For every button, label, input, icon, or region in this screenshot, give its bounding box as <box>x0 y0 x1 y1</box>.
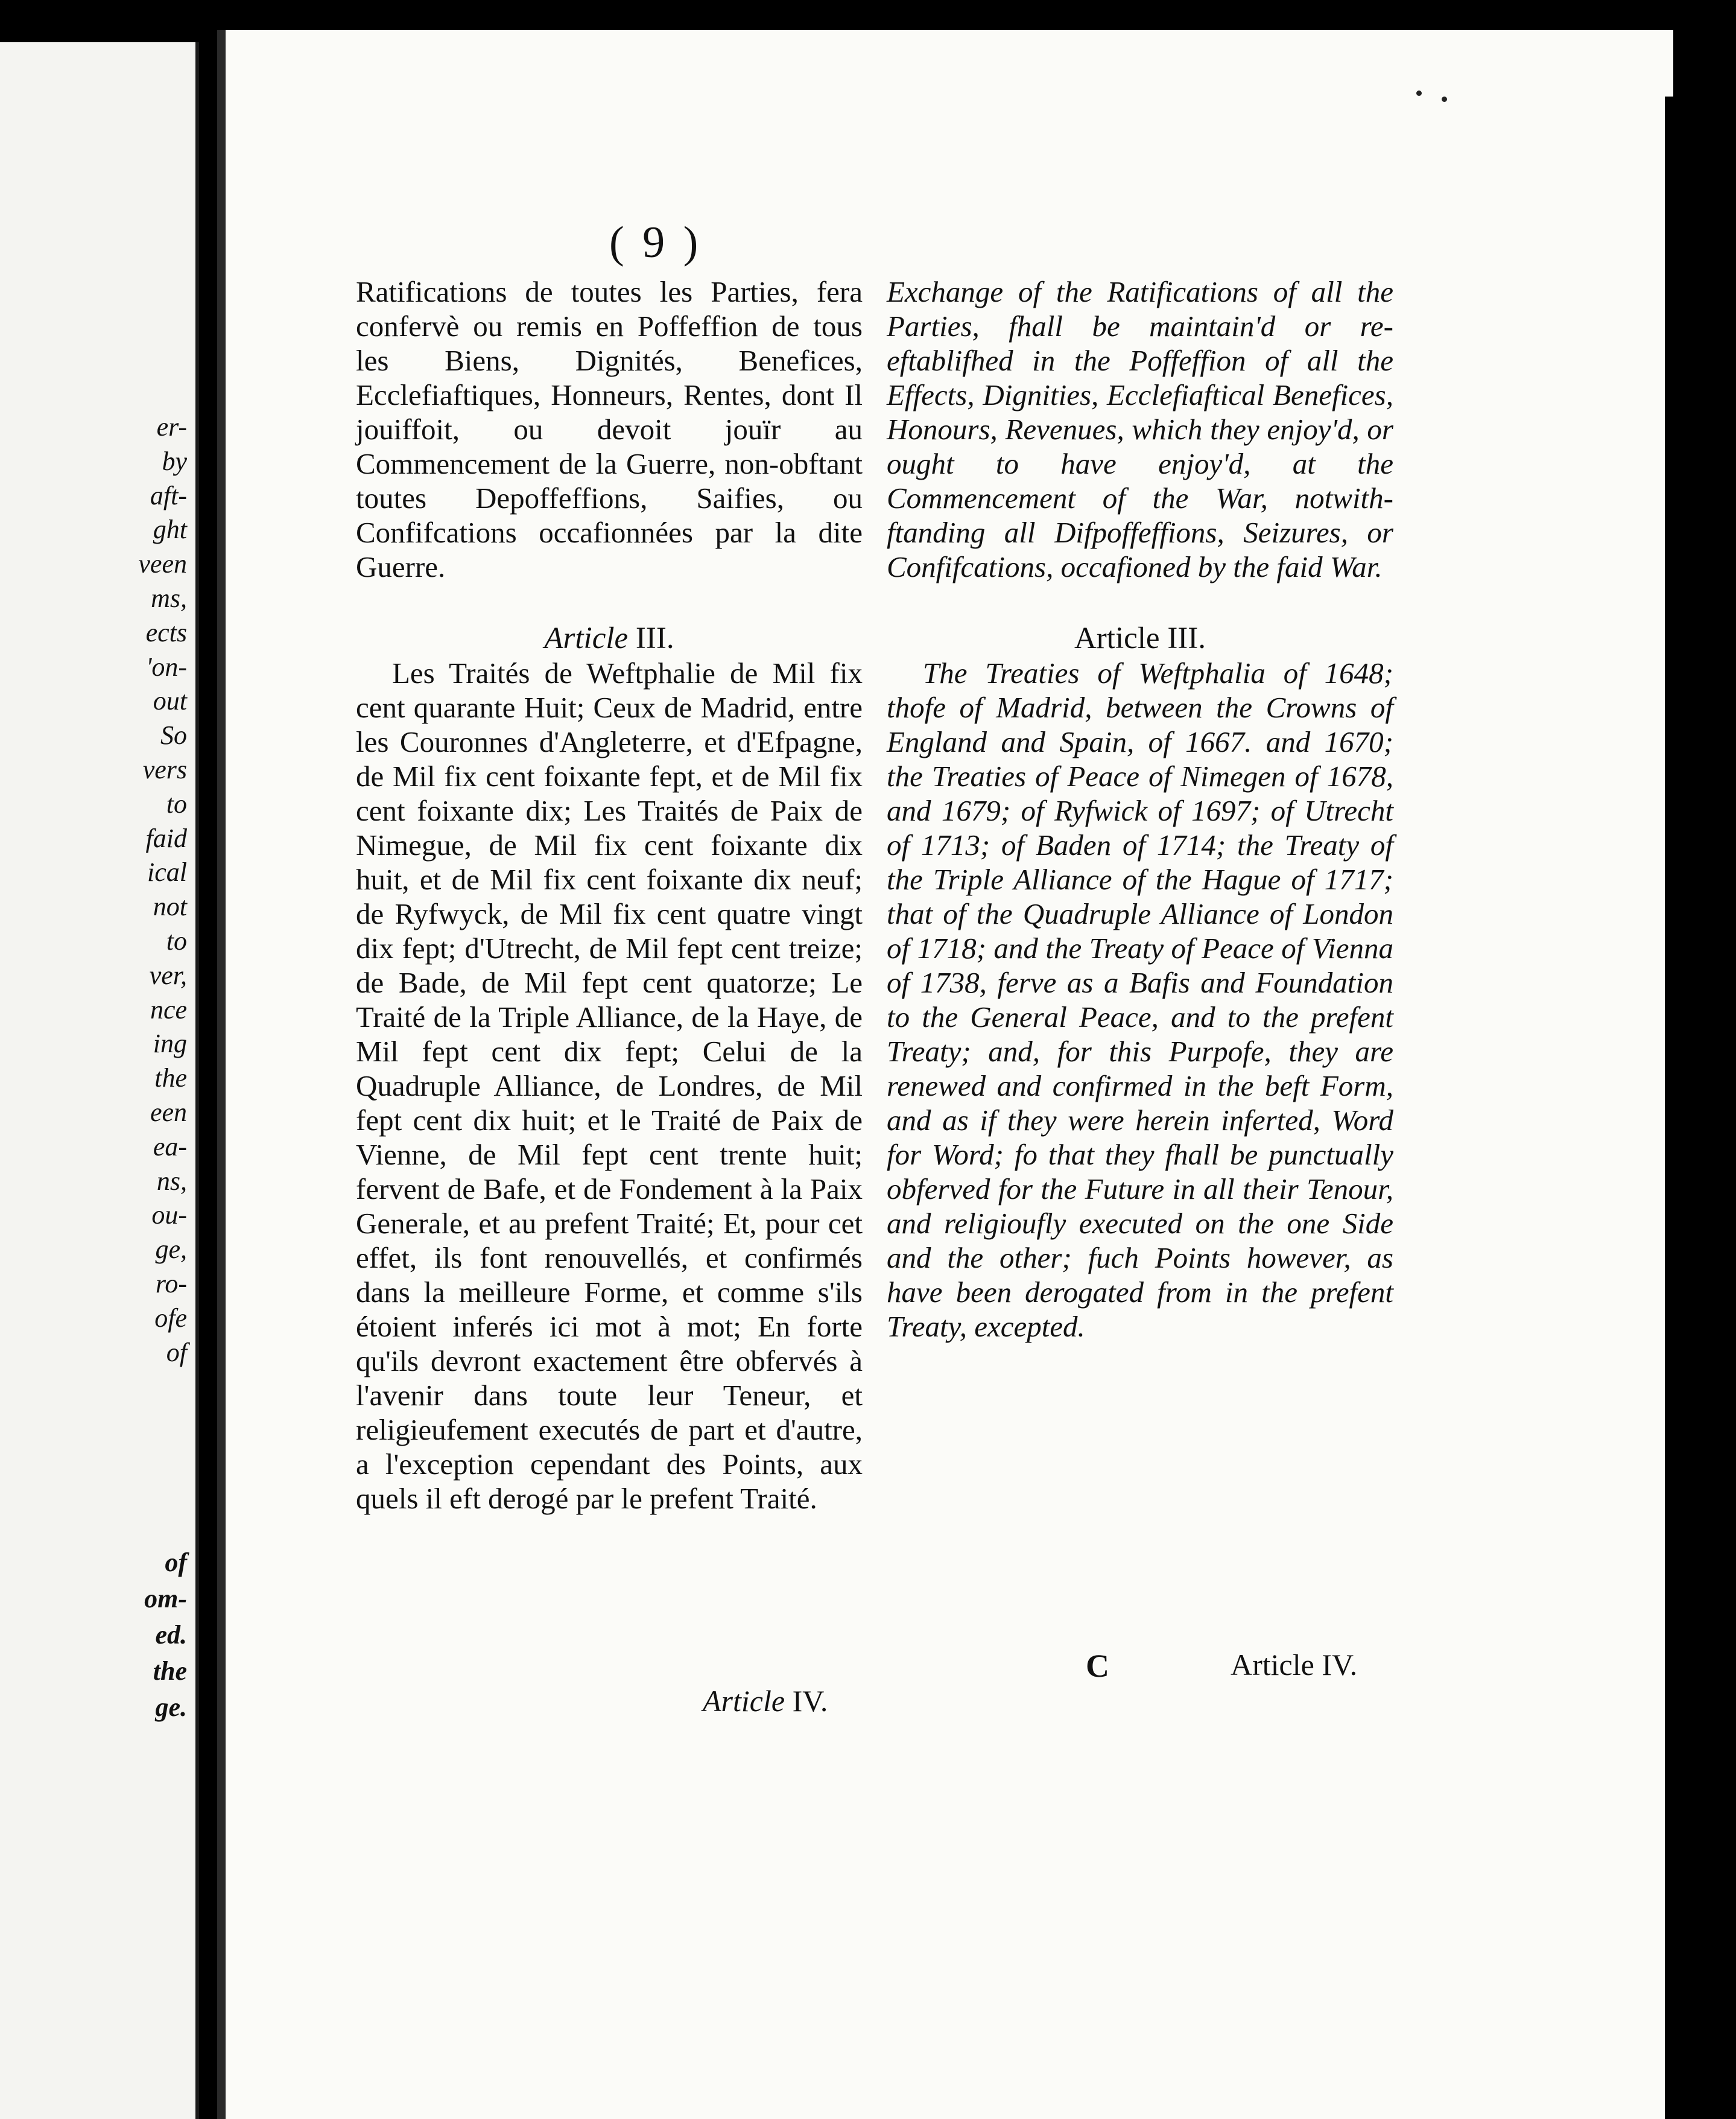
left-page-fragment: ns, <box>156 1166 187 1196</box>
left-page-fragment: nce <box>150 994 187 1025</box>
english-article-paragraph: The Treaties of Weftphalia of 1648; thofe of Madrid, between the Crowns of England and Spain, of 1667. and 1670; the Treaties of Peace of Nimegen of 1678, and 1679; of Ryfwick of 1697; of Utrecht of 1713; of Baden of 1714; the Treaty of the Triple Alliance of the Hague of 1717; that of the Quadruple Alliance of London of 1718; and the Treaty of Peace of Vienna of 1738, ferve as a Bafis and Foundation to the General Peace, and to the prefent Treaty; and, for this Purpofe, they are renewed and confirmed in the beft Form, and as if they were herein inferted, Word for Word; fo that they fhall be punctually obferved for the Future in all their Tenour, and religioufly executed on the one Side and the other; fuch Points however, as have been derogated from in the prefent Treaty, excepted. <box>887 656 1393 1343</box>
english-catchword: Article IV. <box>1231 1648 1358 1682</box>
french-intro-paragraph: Ratifications de toutes les Parties, fera confervè ou remis en Poffeffion de tous les Biens, Dignités, Benefices, Ecclefiaftiques, Honneurs, Rentes, dont Il jouiffoit, ou devoit jouïr au Commencement de la Guerre, non-obftant toutes Depoffeffions, Saifies, ou Confifcations occafionnées par la dite Guerre. <box>356 275 863 583</box>
left-page-fragment: ms, <box>151 583 187 613</box>
left-page-fragment: ght <box>153 515 187 545</box>
left-page-edge <box>195 42 199 2119</box>
french-column <box>356 275 863 1516</box>
french-catchword-number: IV. <box>792 1684 828 1718</box>
left-page-fragment: ea- <box>153 1131 187 1161</box>
left-page-fragment: ge, <box>155 1234 187 1265</box>
left-page-fragment: to <box>166 789 187 819</box>
page-number: ( 9 ) <box>609 218 702 267</box>
english-article-heading: Article III. <box>1074 621 1206 655</box>
english-intro-paragraph: Exchange of the Ratifications of all the Parties, fhall be maintain'd or re-eftablifhed in the Poffeffion of all the Effects, Dignities, Ecclefiaftical Benefices, Honours, Revenues, which they enjoy'd, or ought to have enjoy'd, at the Commencement of the War, notwith-ftanding all Difpoffeffions, Seizures, or Confifcations, occafioned by the faid War. <box>887 275 1393 583</box>
left-page-fragment: of <box>166 1337 187 1367</box>
left-page-fragment: faid <box>145 823 187 853</box>
english-column <box>887 275 1393 1344</box>
left-page-fragment: ical <box>147 857 187 888</box>
left-page-fragment: om- <box>144 1584 187 1613</box>
left-page-fragment: by <box>162 446 187 476</box>
right-page-shadow <box>1665 97 1736 2119</box>
left-page-fragment: ing <box>153 1029 187 1059</box>
left-page-fragment: not <box>153 892 187 922</box>
left-page-fragment: ro- <box>155 1268 187 1298</box>
signature-mark: C <box>1086 1648 1109 1684</box>
french-catchword <box>703 1683 828 1718</box>
left-page-fragment: ou- <box>151 1200 187 1230</box>
left-page <box>0 42 199 2119</box>
french-catchword-word: Article <box>703 1684 785 1718</box>
left-page-fragment: ed. <box>155 1620 187 1650</box>
left-page-fragment: the <box>154 1063 187 1093</box>
left-page-fragment: ofe <box>154 1303 187 1333</box>
left-page-fragment: veen <box>138 549 187 579</box>
french-article-heading-number: III. <box>635 621 674 655</box>
left-page-fragment: So <box>160 720 187 751</box>
left-page-fragment: to <box>166 926 187 956</box>
left-page-fragment: aft- <box>150 480 187 510</box>
left-page-fragment: ge. <box>155 1692 187 1722</box>
left-page-text-fragments <box>138 410 187 1370</box>
french-article-heading-word: Article <box>544 621 629 655</box>
left-page-fragment: ver, <box>149 960 187 990</box>
left-page-text-fragments-lower <box>144 1545 187 1726</box>
left-page-fragment: een <box>150 1097 187 1127</box>
french-article-heading <box>356 621 863 656</box>
left-page-fragment: er- <box>156 412 187 442</box>
left-page-fragment: 'on- <box>145 652 187 682</box>
french-article-paragraph: Les Traités de Weftphalie de Mil fix cent quarante Huit; Ceux de Madrid, entre les Couronnes d'Angleterre, et d'Efpagne, de Mil fix cent foixante fept, et de Mil fix cent foixante dix; Les Traités de Paix de Nimegue, de Mil fix cent foixante dix huit, et de Mil fix cent foixante dix neuf; de Ryfwyck, de Mil fix cent quatre vingt dix fept; d'Utrecht, de Mil fept cent treize; de Bade, de Mil fept cent quatorze; Le Traité de la Triple Alliance, de la Haye, de Mil fept cent dix fept; Celui de la Quadruple Alliance, de Londres, de Mil fept cent dix huit; et le Traité de Paix de Vienne, de Mil fept cent trente huit; fervent de Bafe, et de Fondement à la Paix Generale, et au prefent Traité; Et, pour cet effet, ils font renouvellés, et confirmés dans la meilleure Forme, et comme s'ils étoient inferés ici mot à mot; En forte qu'ils devront exactement être obfervés à l'avenir dans toute leur Teneur, et religieufement executés de part et d'autre, a l'exception cependant des Points, aux quels il eft derogé par le prefent Traité. <box>356 656 863 1515</box>
left-page-fragment: out <box>153 686 187 716</box>
left-page-fragment: of <box>165 1548 187 1577</box>
left-page-fragment: the <box>153 1656 187 1686</box>
ink-speck <box>1442 97 1447 102</box>
ink-speck <box>1416 91 1422 96</box>
left-page-fragment: vers <box>142 754 187 784</box>
left-page-fragment: ects <box>145 617 187 647</box>
